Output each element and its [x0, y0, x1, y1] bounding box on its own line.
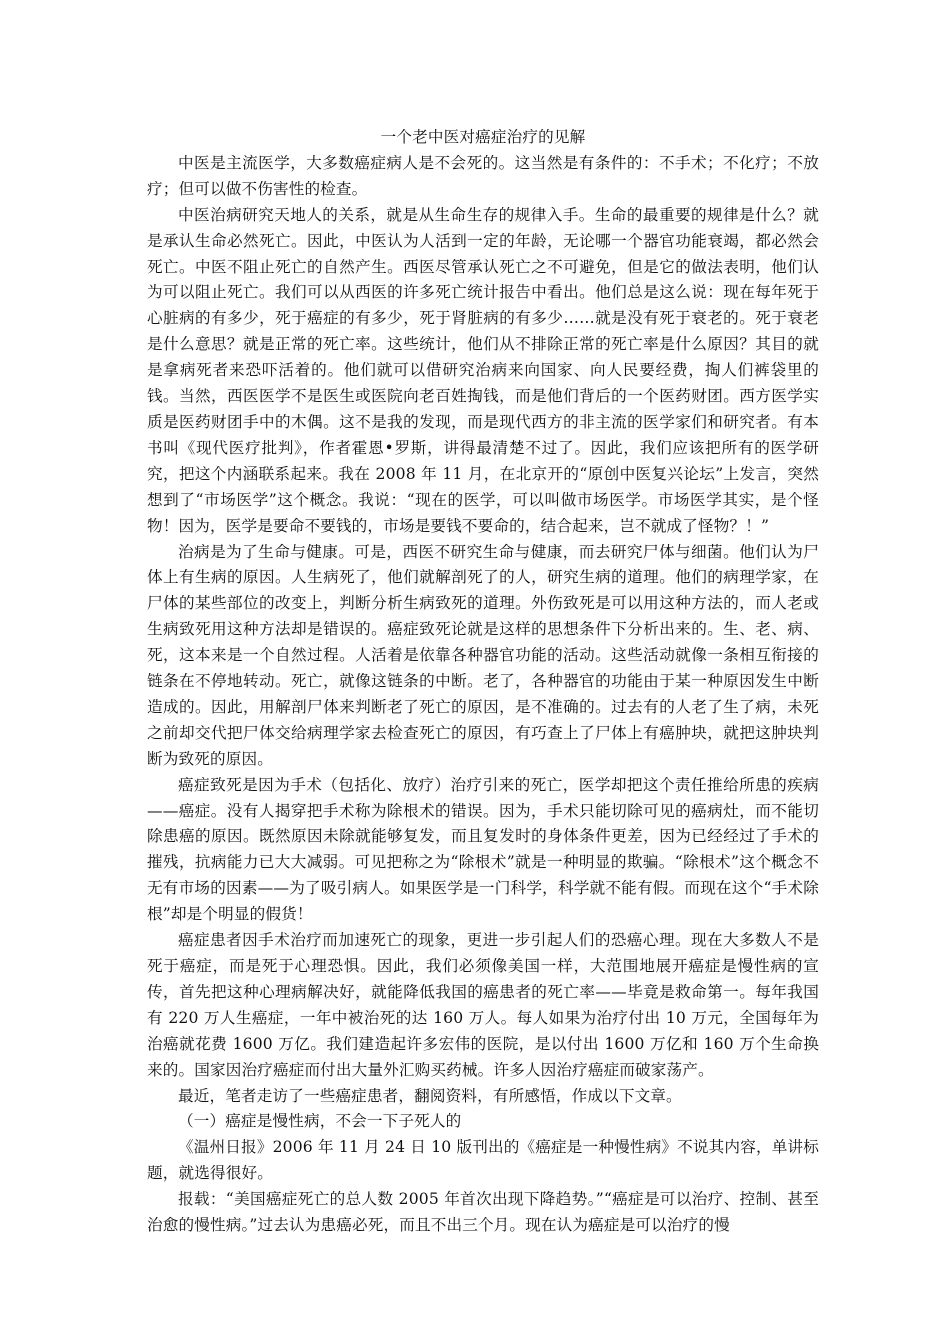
paragraph-report: 报载：“美国癌症死亡的总人数 2005 年首次出现下降趋势。”“癌症是可以治疗、控制、甚至治愈的慢性病。”过去认为患癌必死，而且不出三个月。现在认为癌症是可以治疗的慢	[147, 1190, 819, 1235]
paragraph-surgery-death: 癌症致死是因为手术（包括化、放疗）治疗引来的死亡，医学却把这个责任推给所患的疾病——癌症。没有人揭穿把手术称为除根术的错误。因为，手术只能切除可见的癌病灶，而不能切除患癌的原因。既然原因未除就能够复发，而且复发时的身体条件更差，因为已经经过了手术的摧残，抗病能力已大大减弱。可见把称之为“除根术”就是一种明显的欺骗。“除根术”这个概念不无有市场的因素——为了吸引病人。如果医学是一门科学，科学就不能有假。而现在这个“手术除根”却是个明显的假货！	[147, 775, 819, 924]
document-page	[147, 125, 819, 1239]
paragraph-wenzhou-daily: 《温州日报》2006 年 11 月 24 日 10 版刊出的《癌症是一种慢性病》不说其内容，单讲标题，就选得很好。	[147, 1138, 819, 1183]
paragraph-life-health: 治病是为了生命与健康。可是，西医不研究生命与健康，而去研究尸体与细菌。他们认为尸体上有生病的原因。人生病死了，他们就解剖死了的人，研究生病的道理。他们的病理学家，在尸体的某些部位的改变上，判断分析生病致死的道理。外伤致死是可以用这种方法的，而人老或生病致死用这种方法却是错误的。癌症致死论就是这样的思想条件下分析出来的。生、老、病、死，这本来是一个自然过程。人活着是依靠各种器官功能的活动。这些活动就像一条相互衔接的链条在不停地转动。死亡，就像这链条的中断。老了，各种器官的功能由于某一种原因发生中断造成的。因此，用解剖尸体来判断老了死亡的原因，是不准确的。过去有的人老了生了病，未死之前却交代把尸体交给病理学家去检查死亡的原因，有巧查上了尸体上有癌肿块，就把这肿块判断为致死的原因。	[147, 542, 819, 768]
paragraph-intro: 中医是主流医学，大多数癌症病人是不会死的。这当然是有条件的：不手术；不化疗；不放疗；但可以做不伤害性的检查。	[147, 153, 819, 198]
document-title: 一个老中医对癌症治疗的见解	[380, 128, 586, 146]
paragraph-fear-of-cancer: 癌症患者因手术治疗而加速死亡的现象，更进一步引起人们的恐癌心理。现在大多数人不是死于癌症，而是死于心理恐惧。因此，我们必须像美国一样，大范围地展开癌症是慢性病的宣传，首先把这种心理病解决好，就能降低我国的癌患者的死亡率——毕竟是救命第一。每年我国有 220 万人生癌症，一年中被治死的达 160 万人。每人如果为治疗付出 10 万元，全国每年为治癌就花费 1600 万亿。我们建造起许多宏伟的医院，是以付出 1600 万亿和 160 万个生命换来的。国家因治疗癌症而付出大量外汇购买药械。许多人因治疗癌症而破家荡产。	[147, 931, 819, 1079]
paragraph-tcm-theory: 中医治病研究天地人的关系，就是从生命生存的规律入手。生命的最重要的规律是什么？就是承认生命必然死亡。因此，中医认为人活到一定的年龄，无论哪一个器官功能衰竭，都必然会死亡。中医不阻止死亡的自然产生。西医尽管承认死亡之不可避免，但是它的做法表明，他们认为可以阻止死亡。我们可以从西医的许多死亡统计报告中看出。他们总是这么说：现在每年死于心脏病的有多少，死于癌症的有多少，死于肾脏病的有多少……就是没有死于衰老的。死于衰老是什么意思？就是正常的死亡率。这些统计，他们从不排除正常的死亡率是什么原因？其目的就是拿病死者来恐吓活着的。他们就可以借研究治病来向国家、向人民要经费，掏人们裤袋里的钱。当然，西医医学不是医生或医院向老百姓掏钱，而是他们背后的一个医药财团。西方医学实质是医药财团手中的木偶。这不是我的发现，而是现代西方的非主流的医学家们和研究者。有本书叫《现代医疗批判》，作者霍恩•罗斯，讲得最清楚不过了。因此，我们应该把所有的医学研究，把这个内涵联系起来。我在 2008 年 11 月，在北京开的“原创中医复兴论坛”上发言，突然想到了“市场医学”这个概念。我说：“现在的医学，可以叫做市场医学。市场医学其实，是个怪物！因为，医学是要命不要钱的，市场是要钱不要命的，结合起来，岂不就成了怪物？！”	[147, 205, 819, 535]
paragraph-recent-visits: 最近，笔者走访了一些癌症患者，翻阅资料，有所感悟，作成以下文章。	[178, 1086, 682, 1105]
section-heading-chronic: （一）癌症是慢性病，不会一下子死人的	[178, 1112, 462, 1131]
